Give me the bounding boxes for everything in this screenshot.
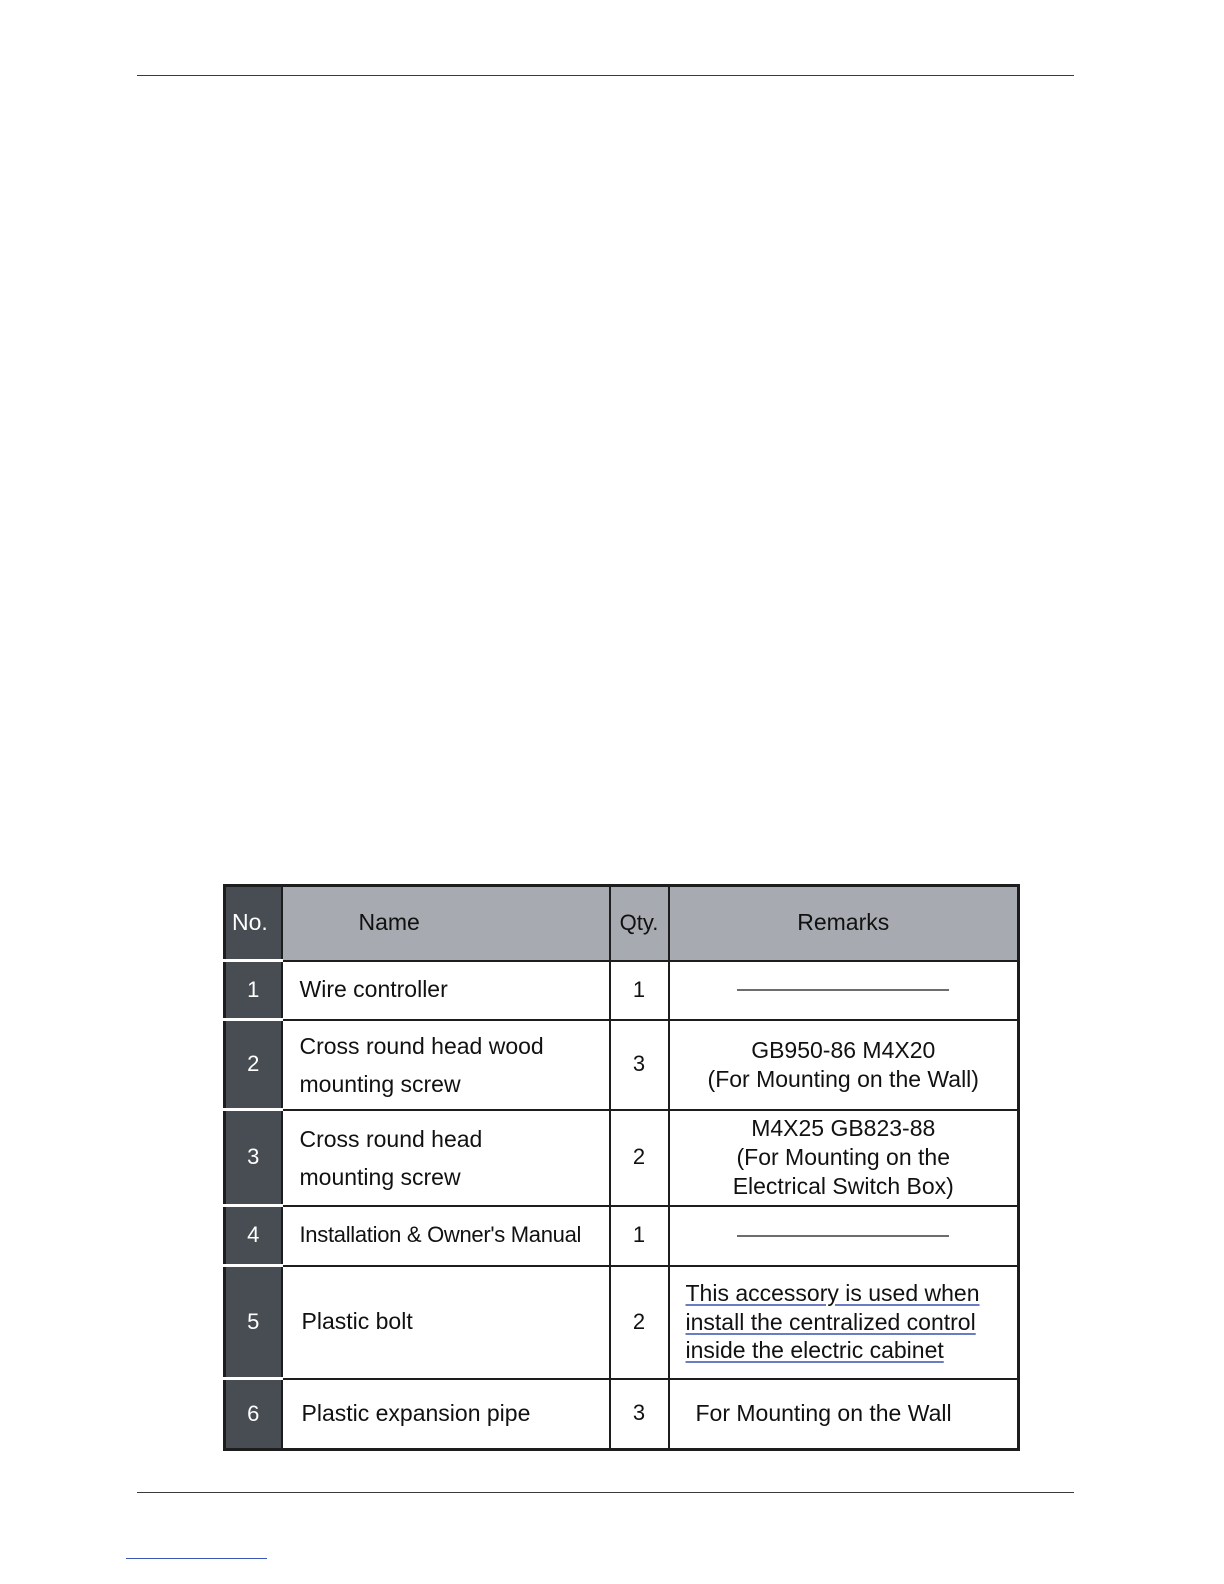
remarks-dash-line xyxy=(737,989,949,991)
item-remarks xyxy=(669,1206,1019,1266)
header-remarks: Remarks xyxy=(669,886,1019,961)
item-remarks xyxy=(669,1379,1019,1450)
item-name-line: mounting screw xyxy=(299,1070,461,1097)
item-qty: 3 xyxy=(610,1020,669,1110)
item-remarks xyxy=(669,961,1019,1020)
item-name-line: Installation & Owner's Manual xyxy=(299,1222,582,1248)
table-header-row xyxy=(225,886,1019,961)
table-row xyxy=(225,961,1019,1020)
item-name xyxy=(282,1266,610,1379)
row-number: 3 xyxy=(225,1110,282,1206)
item-qty: 2 xyxy=(610,1110,669,1206)
table-row xyxy=(225,1206,1019,1266)
remarks-line: inside the electric cabinet xyxy=(685,1337,944,1364)
row-number: 2 xyxy=(225,1020,282,1110)
item-remarks xyxy=(669,1020,1019,1110)
remarks-dash-line xyxy=(737,1235,949,1237)
footer-link-underline xyxy=(126,1558,267,1559)
remarks-line: Electrical Switch Box) xyxy=(732,1172,954,1199)
item-name xyxy=(282,1379,610,1450)
row-number: 5 xyxy=(225,1266,282,1379)
item-name xyxy=(282,1206,610,1266)
footer-rule xyxy=(137,1492,1074,1493)
item-remarks xyxy=(669,1110,1019,1206)
item-qty: 2 xyxy=(610,1266,669,1379)
remarks-line: This accessory is used when xyxy=(685,1279,980,1306)
item-name xyxy=(282,1110,610,1206)
remarks-line: (For Mounting on the Wall) xyxy=(707,1065,979,1092)
table-row xyxy=(225,1110,1019,1206)
item-qty: 1 xyxy=(610,1206,669,1266)
header-no: No. xyxy=(225,886,282,961)
item-name-line: Plastic bolt xyxy=(301,1308,413,1335)
item-qty: 1 xyxy=(610,961,669,1020)
item-name-line: Plastic expansion pipe xyxy=(301,1399,531,1426)
item-name xyxy=(282,961,610,1020)
item-name-line: Wire controller xyxy=(299,976,448,1003)
remarks-line: (For Mounting on the xyxy=(736,1144,950,1171)
item-qty: 3 xyxy=(610,1379,669,1450)
item-name xyxy=(282,1020,610,1110)
row-number: 1 xyxy=(225,961,282,1020)
row-number: 6 xyxy=(225,1379,282,1450)
remarks-line: GB950-86 M4X20 xyxy=(751,1036,936,1063)
header-rule xyxy=(137,75,1074,76)
header-qty: Qty. xyxy=(610,886,669,961)
remarks-line: For Mounting on the Wall xyxy=(695,1400,952,1427)
item-name-line: Cross round head xyxy=(299,1125,483,1152)
row-number: 4 xyxy=(225,1206,282,1266)
item-remarks xyxy=(669,1266,1019,1379)
accessories-table xyxy=(223,884,1020,1451)
header-name: Name xyxy=(282,886,610,961)
table-row xyxy=(225,1020,1019,1110)
item-name-line: Cross round head wood xyxy=(299,1032,544,1059)
table-row xyxy=(225,1379,1019,1450)
remarks-line: M4X25 GB823-88 xyxy=(751,1115,936,1142)
item-name-line: mounting screw xyxy=(299,1163,461,1190)
table-row xyxy=(225,1266,1019,1379)
remarks-line: install the centralized control xyxy=(685,1308,976,1335)
